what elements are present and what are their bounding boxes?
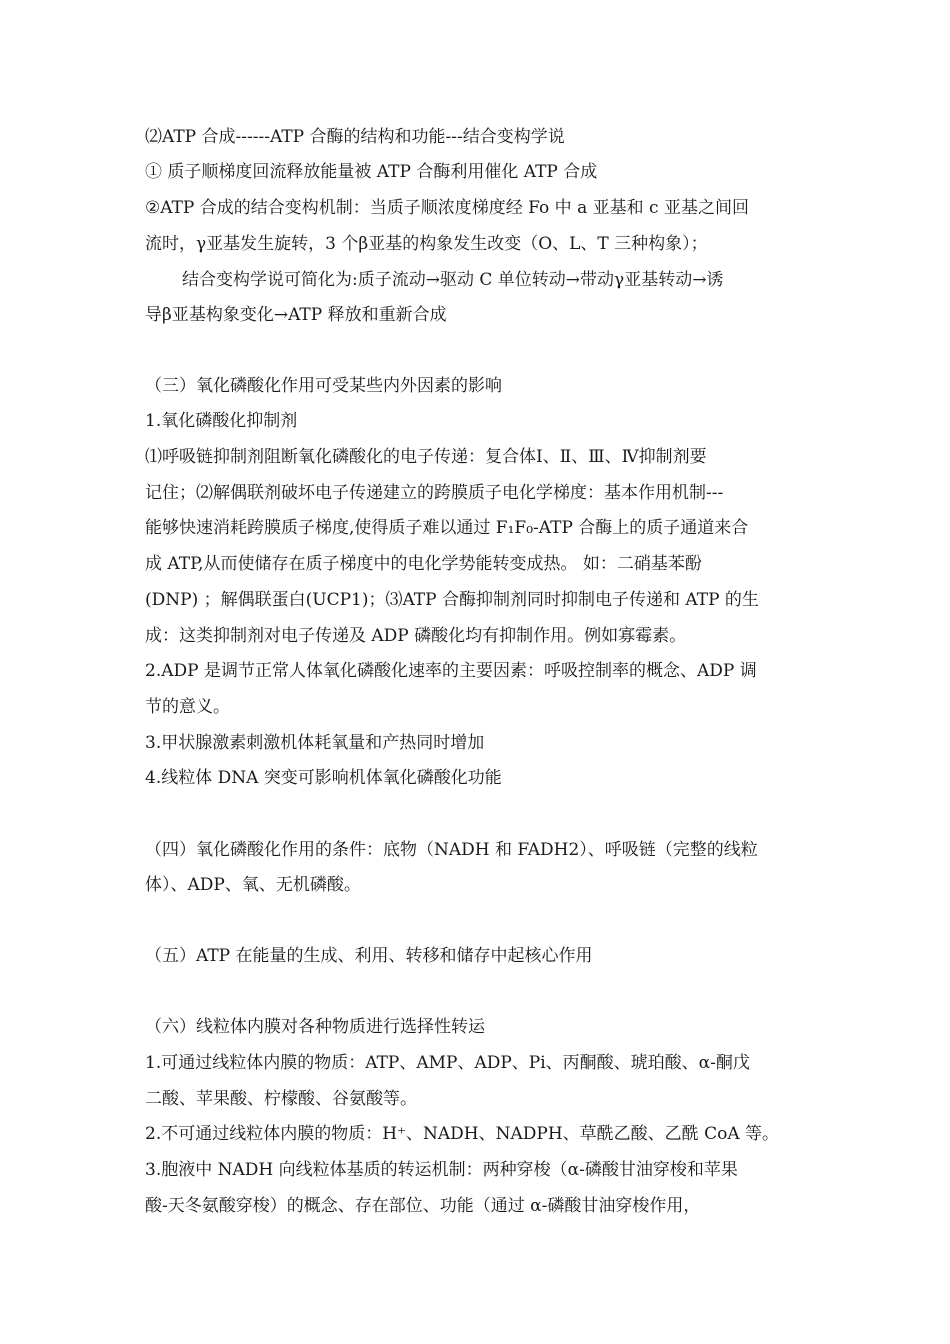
- text-line: 能够快速消耗跨膜质子梯度,使得质子难以通过 F₁F₀-ATP 合酶上的质子通道来合: [145, 518, 749, 538]
- text-line: ②ATP 合成的结合变构机制：当质子顺浓度梯度经 Fo 中 a 亚基和 c 亚基之间回: [145, 198, 749, 218]
- text-line: 2.不可通过线粒体内膜的物质：H⁺、NADH、NADPH、草酰乙酸、乙酰 CoA 等。: [145, 1124, 779, 1144]
- text-line: 体）、ADP、氧、无机磷酸。: [145, 875, 361, 895]
- text-line: 结合变构学说可简化为:质子流动→驱动 C 单位转动→带动γ亚基转动→诱: [182, 270, 724, 290]
- text-line: 酸-天冬氨酸穿梭）的概念、存在部位、功能（通过 α-磷酸甘油穿梭作用，: [145, 1196, 701, 1216]
- text-line: 成 ATP,从而使储存在质子梯度中的电化学势能转变成热。 如：二硝基苯酚: [145, 554, 702, 574]
- text-line: ① 质子顺梯度回流释放能量被 ATP 合酶利用催化 ATP 合成: [145, 162, 598, 182]
- text-line: 成：这类抑制剂对电子传递及 ADP 磷酸化均有抑制作用。例如寡霉素。: [145, 626, 687, 646]
- section-heading: （五）ATP 在能量的生成、利用、转移和储存中起核心作用: [145, 946, 593, 966]
- section-heading: （六）线粒体内膜对各种物质进行选择性转运: [145, 1017, 485, 1037]
- text-line: 记住；⑵解偶联剂破坏电子传递建立的跨膜质子电化学梯度：基本作用机制---: [145, 483, 724, 503]
- text-line: 3.甲状腺激素刺激机体耗氧量和产热同时增加: [145, 733, 485, 753]
- text-line: ⑴呼吸链抑制剂阻断氧化磷酸化的电子传递：复合体Ⅰ、Ⅱ、Ⅲ、Ⅳ抑制剂要: [145, 447, 707, 467]
- text-line: ⑵ATP 合成------ATP 合酶的结构和功能---结合变构学说: [145, 127, 565, 147]
- text-line: 导β亚基构象变化→ATP 释放和重新合成: [145, 305, 447, 325]
- text-line: 节的意义。: [145, 697, 230, 717]
- text-line: 4.线粒体 DNA 突变可影响机体氧化磷酸化功能: [145, 768, 502, 788]
- text-line: 二酸、苹果酸、柠檬酸、谷氨酸等。: [145, 1089, 417, 1109]
- section-heading: （四）氧化磷酸化作用的条件：底物（NADH 和 FADH2）、呼吸链（完整的线粒: [145, 840, 758, 860]
- text-line: (DNP) ；解偶联蛋白(UCP1)；⑶ATP 合酶抑制剂同时抑制电子传递和 ATP 的生: [145, 590, 759, 610]
- text-line: 1.氧化磷酸化抑制剂: [145, 411, 298, 431]
- text-line: 流时，γ亚基发生旋转，3 个β亚基的构象发生改变（O、L、T 三种构象）；: [145, 234, 708, 254]
- text-line: 1.可通过线粒体内膜的物质：ATP、AMP、ADP、Pi、丙酮酸、琥珀酸、α-酮戊: [145, 1053, 750, 1073]
- text-line: 3.胞液中 NADH 向线粒体基质的转运机制：两种穿梭（α-磷酸甘油穿梭和苹果: [145, 1160, 738, 1180]
- section-heading: （三）氧化磷酸化作用可受某些内外因素的影响: [145, 376, 502, 396]
- text-line: 2.ADP 是调节正常人体氧化磷酸化速率的主要因素：呼吸控制率的概念、ADP 调: [145, 661, 757, 681]
